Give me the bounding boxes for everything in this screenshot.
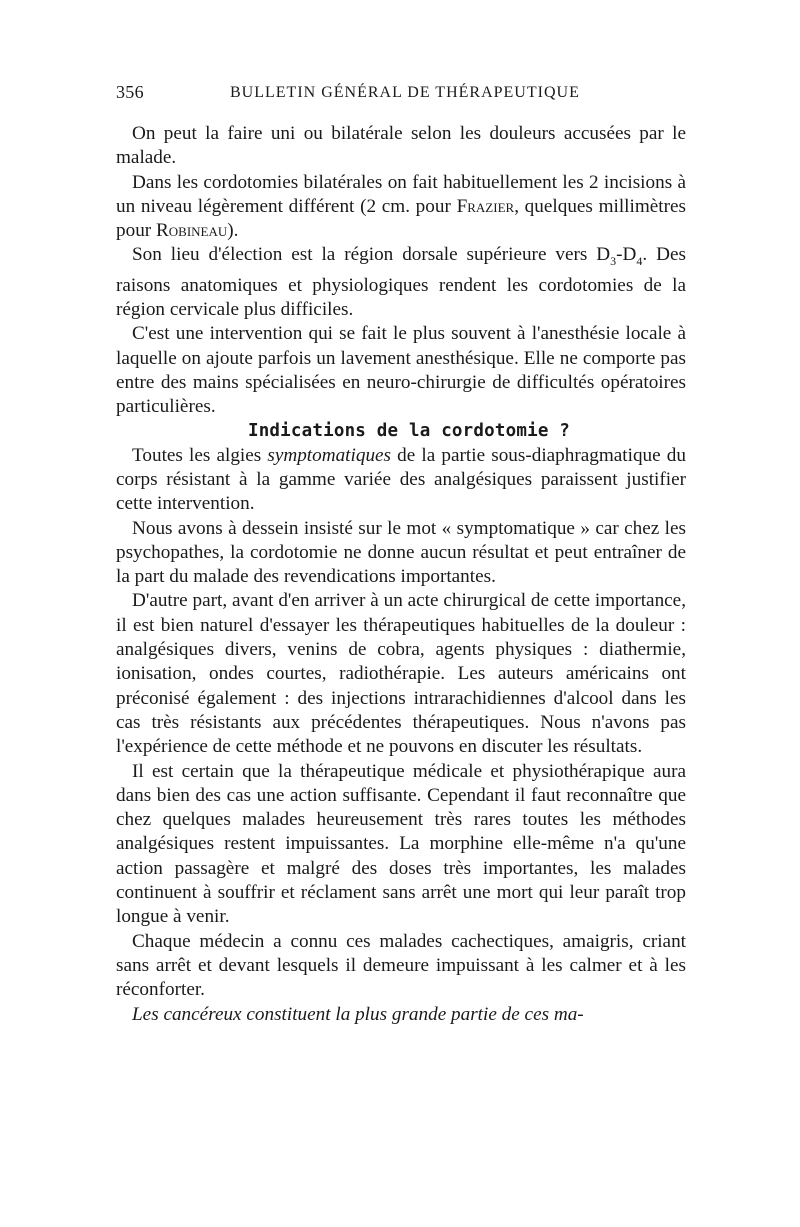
paragraph-10 [116,1003,686,1027]
paragraph-8 [116,760,686,930]
paragraph-3-text-a: Son lieu d'élection est la région dorsale supérieure vers D [132,244,611,266]
paragraph-1-text: On peut la faire uni ou bilatérale selon les douleurs accusées par le malade. [116,123,686,169]
paragraph-2 [116,171,686,244]
paragraph-2-text-c: ). [227,220,239,242]
paragraph-5-text-a: Toutes les algies [132,444,268,466]
paragraph-4 [116,322,686,419]
author-robineau: Robineau [155,220,228,242]
paragraph-1 [116,122,686,171]
subscript-4: 4 [636,254,643,269]
paragraph-6-text: Nous avons à dessein insisté sur le mot « symptomatique » car chez les psychopathes, la cordotomie ne donne aucun résultat et peut entraîner de la part du malade des revendications importantes. [116,517,686,588]
emphasis-symptomatiques: symptomatiques [267,444,392,466]
subscript-3: 3 [610,254,617,269]
paragraph-4-text: C'est une intervention qui se fait le plus souvent à l'anesthésie locale à laquelle on ajoute parfois un lavement anesthésique. Elle ne comporte pas entre des mains spécialisées en neuro-chirurgie de difficultés opératoires particulières. [116,323,686,418]
paragraph-7-text: D'autre part, avant d'en arriver à un acte chirurgical de cette importance, il est bien naturel d'essayer les thérapeutiques habituelles de la douleur : analgésiques divers, venins de cobra, agents physiques : diathermie, ionisation, ondes courtes, radiothérapie. Les auteurs américains ont préconisé également : des injections intrarachidiennes d'alcool dans les cas très résistants aux précédentes thérapeutiques. Nous n'avons pas l'expérience de cette méthode et ne pouvons en discuter les résultats. [116,590,686,758]
paragraph-3-text-b: . Des raisons anatomiques et physiologiques rendent les cordotomies de la région cervicale plus difficiles. [116,244,686,320]
paragraph-9-text: Chaque médecin a connu ces malades cachectiques, amaigris, criant sans arrêt et devant lesquels il demeure impuissant à les calmer et à les réconforter. [116,930,686,1001]
running-title: BULLETIN GÉNÉRAL DE THÉRAPEUTIQUE [230,84,580,101]
paragraph-10-text: Les cancéreux constituent la plus grande partie de ces ma- [132,1003,584,1025]
paragraph-5-text-b: de la partie sous-diaphragmatique du corps résistant à la gamme variée des analgésiques paraissent justifier cette intervention. [116,444,686,515]
paragraph-5 [116,444,686,517]
paragraph-9 [116,930,686,1003]
author-frazier: Frazier [456,195,515,217]
page-number: 356 [116,82,144,102]
section-heading: Indications de la cordotomie ? [247,421,571,442]
paragraph-7 [116,589,686,759]
paragraph-3 [116,243,686,322]
paragraph-3-dash: -D [616,244,637,266]
page-body [116,122,686,1027]
paragraph-2-text-b: , quelques millimètres pour [116,195,686,242]
paragraph-6 [116,517,686,590]
paragraph-8-text: Il est certain que la thérapeutique médicale et physiothérapique aura dans bien des cas une action suffisante. Cependant il faut reconnaître que chez quelques malades heureusement très rares toutes les méthodes analgésiques restent impuissantes. La morphine elle-même n'a qu'une action passagère et malgré des doses très importantes, les malades continuent à souffrir et réclament sans arrêt une mort qui leur paraît trop longue à venir. [116,760,686,928]
paragraph-2-text-a: Dans les cordotomies bilatérales on fait habituellement les 2 incisions à un niveau légèrement différent (2 cm. pour [116,171,686,217]
